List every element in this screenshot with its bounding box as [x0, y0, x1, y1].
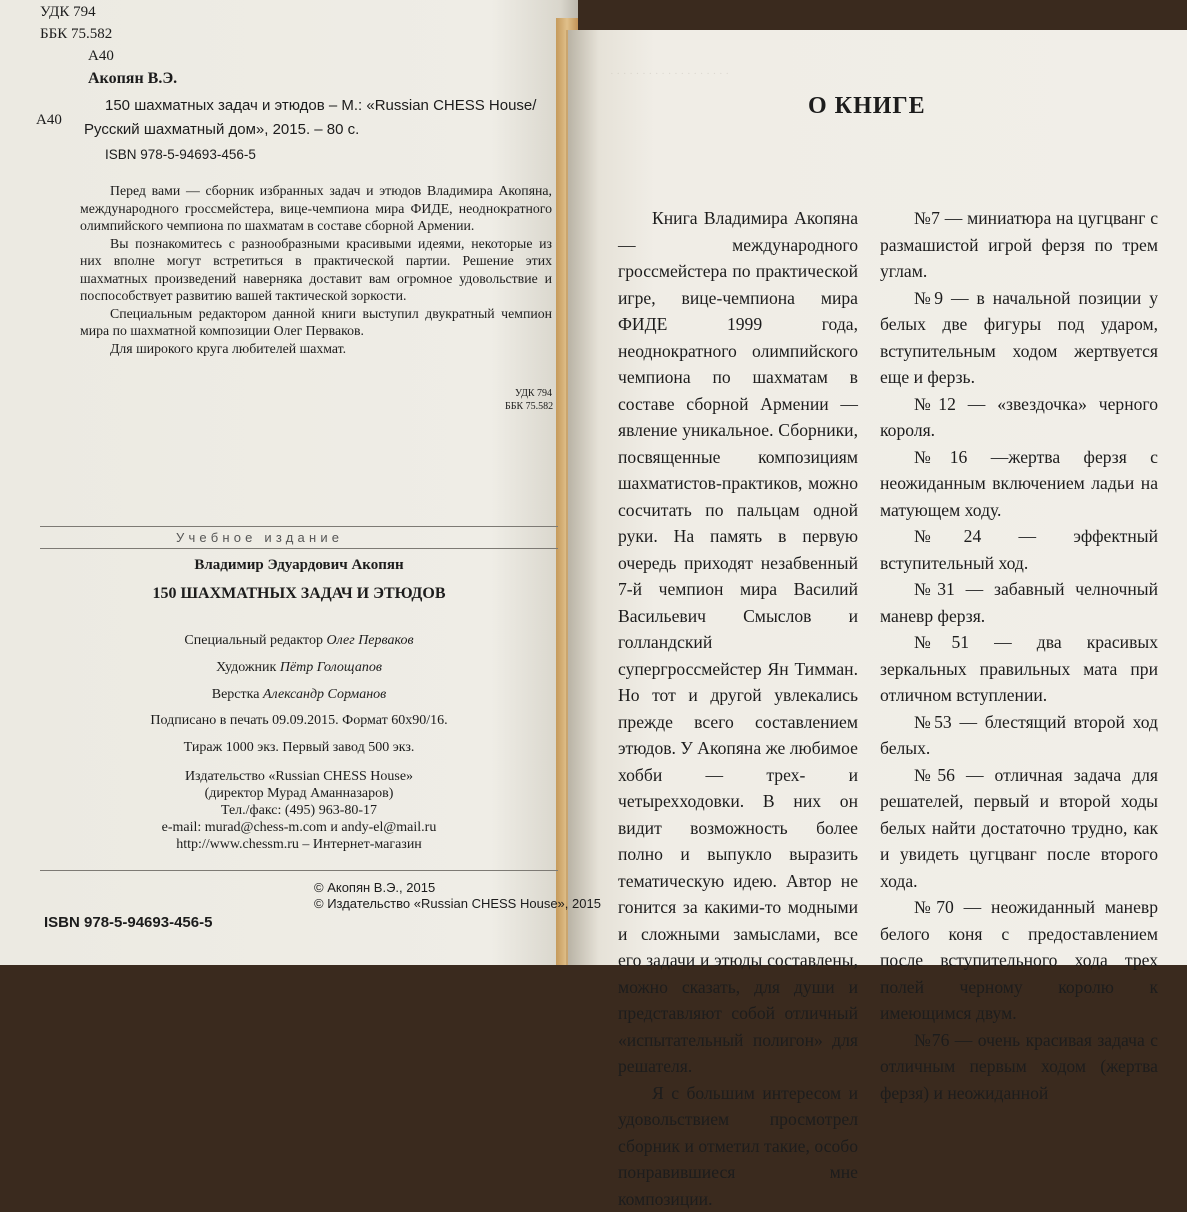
catalog-line-2: Русский шахматный дом», 2015. – 80 с.: [84, 120, 359, 139]
intro-paragraph: Я с большим интересом и удовольствием просмотрел сборник и отметил такие, особо понравившиеся мне композиции.: [618, 1080, 858, 1212]
editor-name: Олег Перваков: [326, 633, 413, 648]
edition-type: Учебное издание: [176, 530, 343, 545]
run-info: Тираж 1000 экз. Первый завод 500 экз.: [40, 740, 558, 756]
annotation-paragraph: Специальным редактором данной книги выступил двукратный чемпион мира по шахматной композиции Олег Перваков.: [80, 305, 552, 340]
editor-credit: [40, 633, 558, 649]
artist-credit: [40, 660, 558, 676]
problem-note: №31 — забавный челночный маневр ферзя.: [880, 576, 1158, 629]
problem-note: №51 — два красивых зеркальных правильных мата при отличном вступлении.: [880, 629, 1158, 709]
divider-footer: [40, 870, 558, 871]
annotation: [80, 182, 552, 357]
artist-label: Художник: [216, 660, 276, 675]
editor-label: Специальный редактор: [184, 633, 323, 648]
problem-note: №76 — очень красивая задача с отличным первым ходом (жертва ферзя) и неожиданной: [880, 1027, 1158, 1107]
full-author: Владимир Эдуардович Акопян: [40, 557, 558, 574]
publisher-website: http://www.chessm.ru – Интернет-магазин: [40, 837, 558, 853]
bbk-code: ББК 75.582: [40, 24, 112, 45]
problem-note: №7 — миниатюра на цугцванг с размашистой игрой ферзя по трем углам.: [880, 205, 1158, 285]
copyright-publisher: © Издательство «Russian CHESS House», 2015: [314, 896, 601, 911]
intro-column: [618, 205, 858, 1212]
bleed-through-text: · · · · · · · · · · · · · · · · · · ·: [610, 68, 729, 80]
catalog-sign: А40: [36, 110, 62, 131]
print-info: Подписано в печать 09.09.2015. Формат 60х90/16.: [40, 713, 558, 729]
layout-name: Александр Сорманов: [263, 687, 386, 702]
udk-small: УДК 794: [515, 388, 552, 399]
copyright-author: © Акопян В.Э., 2015: [314, 880, 435, 895]
artist-name: Пётр Голощапов: [280, 660, 382, 675]
annotation-paragraph: Вы познакомитесь с разнообразными красивыми идеями, некоторые из них вполне могут встретиться в практической партии. Решение этих шахматных произведений наверняка доставит вам огромное удовольствие и поспособствует развитию вашей тактической зоркости.: [80, 235, 552, 305]
catalog-line-1: 150 шахматных задач и этюдов – М.: «Russian CHESS House/: [105, 96, 536, 115]
problem-note: №16 —жертва ферзя с неожиданным включением ладьи на матующем ходу.: [880, 444, 1158, 524]
layout-label: Верстка: [212, 687, 260, 702]
udk-code: УДК 794: [40, 2, 96, 23]
author-sign: А40: [88, 46, 114, 67]
problem-note: №24 — эффектный вступительный ход.: [880, 523, 1158, 576]
publisher-phone: Тел./факс: (495) 963-80-17: [40, 803, 558, 819]
publisher: Издательство «Russian CHESS House»: [40, 769, 558, 785]
isbn-line: ISBN 978-5-94693-456-5: [105, 145, 256, 164]
annotation-paragraph: Для широкого круга любителей шахмат.: [80, 340, 552, 358]
author-heading: Акопян В.Э.: [88, 70, 177, 88]
publisher-director: (директор Мурад Аманназаров): [40, 786, 558, 802]
annotation-paragraph: Перед вами — сборник избранных задач и этюдов Владимира Акопяна, международного гроссмейстера, вице-чемпиона мира ФИДЕ, неоднократного олимпийского чемпиона по шахматам в составе сборной Армении.: [80, 182, 552, 235]
problem-note: №70 — неожиданный маневр белого коня с предоставлением после вступительного хода трех полей черному королю к имеющимся двум.: [880, 894, 1158, 1027]
book-title: 150 ШАХМАТНЫХ ЗАДАЧ И ЭТЮДОВ: [40, 585, 558, 603]
problem-note: №9 — в начальной позиции у белых две фигуры под ударом, вступительным ходом жертвуется еще и ферзь.: [880, 285, 1158, 391]
section-heading: О КНИГЕ: [808, 93, 926, 120]
bbk-small: ББК 75.582: [505, 401, 553, 412]
divider-top: [40, 526, 558, 527]
problem-note: №53 — блестящий второй ход белых.: [880, 709, 1158, 762]
publisher-email: e-mail: murad@chess-m.com и andy-el@mail.ru: [40, 820, 558, 836]
problems-column: [880, 205, 1158, 1106]
intro-paragraph: Книга Владимира Акопяна — международного гроссмейстера по практической игре, вице-чемпиона мира ФИДЕ 1999 года, неоднократного олимпийского чемпиона по шахматам в составе сборной Армении — явление уникальное. Сборники, посвященные композициям шахматистов-практиков, можно сосчитать по пальцам одной руки. На память в первую очередь приходят незабвенный 7-й чемпион мира Василий Васильевич Смыслов и голландский супергроссмейстер Ян Тимман. Но тот и другой увлекались прежде всего составлением этюдов. У Акопяна же любимое хобби — трех- и четырехходовки. В них он видит возможность более полно и выпукло выразить тематическую идею. Автор не гонится за какими-то модными и сложными замыслами, все его задачи и этюды составлены, можно сказать, для души и представляют собой отличный «испытательный полигон» для решателя.: [618, 205, 858, 1080]
bottom-isbn: ISBN 978-5-94693-456-5: [44, 914, 212, 931]
problem-note: №12 — «звездочка» черного короля.: [880, 391, 1158, 444]
layout-credit: [40, 687, 558, 703]
divider-bottom: [40, 548, 558, 549]
problem-note: №56 — отличная задача для решателей, первый и второй ходы белых найти достаточно трудно, как и увидеть цугцванг после второго хода.: [880, 762, 1158, 895]
